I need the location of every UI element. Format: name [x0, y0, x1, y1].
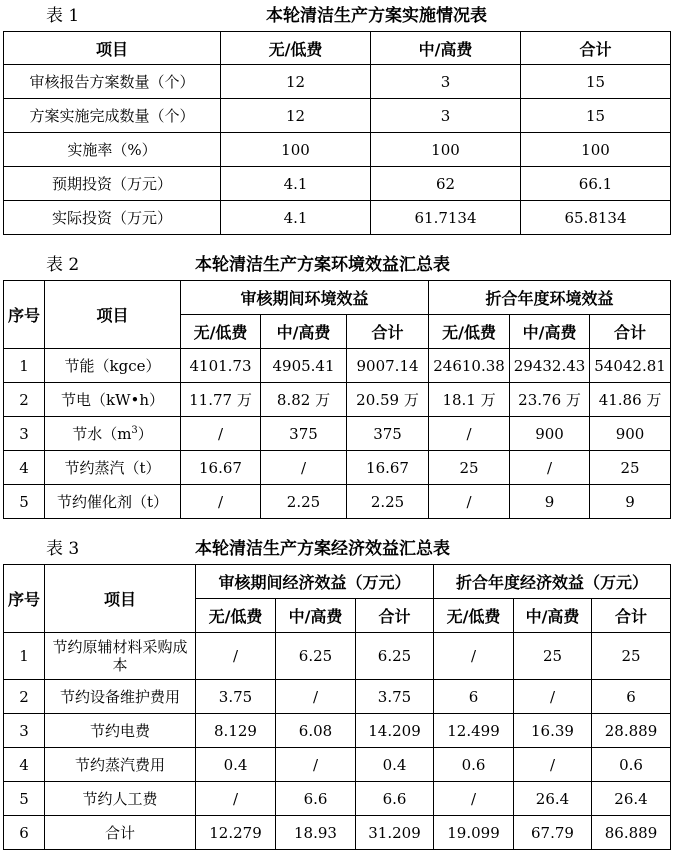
table3-subheader: 中/高费: [276, 599, 356, 633]
table-cell: 0.6: [434, 748, 514, 782]
table-cell: 900: [590, 417, 671, 451]
table-row: [4, 417, 671, 451]
table-cell: 实际投资（万元）: [4, 201, 221, 235]
table-cell: 24610.38: [429, 349, 510, 383]
table1-header-row: [4, 32, 671, 65]
table3-title: 本轮清洁生产方案经济效益汇总表: [195, 539, 450, 559]
table-cell: 62: [371, 167, 521, 201]
table3-header-annual: 折合年度经济效益（万元）: [434, 565, 671, 599]
table-cell: 28.889: [592, 714, 671, 748]
table-cell: 3: [371, 65, 521, 99]
table-cell: 16.67: [347, 451, 429, 485]
table-cell: 18.1 万: [429, 383, 510, 417]
table-cell: /: [261, 451, 347, 485]
table-cell: 12.499: [434, 714, 514, 748]
table-cell: 1: [4, 633, 45, 680]
table-cell: 4: [4, 748, 45, 782]
table-row: [4, 816, 671, 850]
table-cell: 15: [521, 65, 671, 99]
table2-header-seq: 序号: [4, 281, 45, 349]
table-cell: 25: [590, 451, 671, 485]
table-cell: 3: [4, 417, 45, 451]
table-row: [4, 782, 671, 816]
table-cell: 25: [514, 633, 592, 680]
table-cell: /: [429, 417, 510, 451]
table2-number: 表 2: [46, 255, 80, 275]
table3-subheader: 无/低费: [434, 599, 514, 633]
table-row: [4, 65, 671, 99]
table2-header-item: 项目: [45, 281, 181, 349]
table2-subheader: 合计: [590, 315, 671, 349]
table-row: [4, 201, 671, 235]
table2-header-annual: 折合年度环境效益: [429, 281, 671, 315]
table-cell: 900: [510, 417, 590, 451]
table-cell: 14.209: [356, 714, 434, 748]
table-cell: 3.75: [356, 680, 434, 714]
table3-header-item: 项目: [45, 565, 196, 633]
table-cell: 23.76 万: [510, 383, 590, 417]
table1: [3, 31, 671, 235]
table-row: [4, 383, 671, 417]
table-cell: 节能（kgce）: [45, 349, 181, 383]
table-cell: /: [514, 748, 592, 782]
table-cell: 16.67: [181, 451, 261, 485]
table-cell: 2: [4, 680, 45, 714]
table2: [3, 280, 671, 519]
table-cell: 方案实施完成数量（个）: [4, 99, 221, 133]
table-cell: 6.6: [276, 782, 356, 816]
table-row: [4, 451, 671, 485]
table-cell: 节约蒸汽费用: [45, 748, 196, 782]
table-cell: 节约催化剂（t）: [45, 485, 181, 519]
table3-header-row: [4, 565, 671, 599]
table-cell: 5: [4, 485, 45, 519]
table3-subheader: 无/低费: [196, 599, 276, 633]
table-cell: 6.25: [276, 633, 356, 680]
table-cell: 12: [221, 65, 371, 99]
table-cell: 6: [4, 816, 45, 850]
table-row: [4, 167, 671, 201]
table-cell: 节约设备维护费用: [45, 680, 196, 714]
table3-subheader: 中/高费: [514, 599, 592, 633]
table-cell: 0.4: [196, 748, 276, 782]
table2-title: 本轮清洁生产方案环境效益汇总表: [195, 255, 450, 275]
table-cell: 100: [371, 133, 521, 167]
table-row: [4, 349, 671, 383]
table-row: [4, 633, 671, 680]
table-row: [4, 99, 671, 133]
table-cell: 5: [4, 782, 45, 816]
table-cell: /: [429, 485, 510, 519]
water-label-tail: ）: [137, 425, 153, 443]
water-unit-superscript: 3: [131, 425, 138, 436]
table-cell: 16.39: [514, 714, 592, 748]
table-cell: 4905.41: [261, 349, 347, 383]
table-cell: 54042.81: [590, 349, 671, 383]
table-cell: 15: [521, 99, 671, 133]
table-cell: 86.889: [592, 816, 671, 850]
table2-header-audit-period: 审核期间环境效益: [181, 281, 429, 315]
table-cell: 29432.43: [510, 349, 590, 383]
table-cell: 0.4: [356, 748, 434, 782]
table-cell: 25: [592, 633, 671, 680]
table-row: [4, 133, 671, 167]
table-cell: /: [196, 782, 276, 816]
table-cell: 61.7134: [371, 201, 521, 235]
table-cell: 100: [221, 133, 371, 167]
table-cell: 预期投资（万元）: [4, 167, 221, 201]
table-cell: 25: [429, 451, 510, 485]
table-cell: 合计: [45, 816, 196, 850]
table-cell: 实施率（%）: [4, 133, 221, 167]
table-cell: /: [434, 782, 514, 816]
table-cell: 66.1: [521, 167, 671, 201]
table-cell: 26.4: [592, 782, 671, 816]
table-cell: 9: [510, 485, 590, 519]
table-cell: /: [510, 451, 590, 485]
table-cell: 41.86 万: [590, 383, 671, 417]
table2-subheader: 中/高费: [510, 315, 590, 349]
table-cell: 8.129: [196, 714, 276, 748]
table-cell: 2.25: [261, 485, 347, 519]
table-cell: 1: [4, 349, 45, 383]
table-cell: 12.279: [196, 816, 276, 850]
table2-subheader: 中/高费: [261, 315, 347, 349]
table-cell: 65.8134: [521, 201, 671, 235]
table-cell: 9007.14: [347, 349, 429, 383]
water-label: 节水（m: [72, 425, 132, 443]
table1-header-low: 无/低费: [221, 32, 371, 65]
table-cell: /: [514, 680, 592, 714]
table-cell: 18.93: [276, 816, 356, 850]
table-cell: 31.209: [356, 816, 434, 850]
table-cell: 6.25: [356, 633, 434, 680]
table1-header-item: 项目: [4, 32, 221, 65]
table-cell: /: [276, 748, 356, 782]
table3-subheader: 合计: [356, 599, 434, 633]
table-cell: 节电（kW•h）: [45, 383, 181, 417]
table-cell: 20.59 万: [347, 383, 429, 417]
table-cell: 3.75: [196, 680, 276, 714]
table-cell-water: [45, 417, 181, 451]
table-cell: 3: [4, 714, 45, 748]
table-cell: 节约蒸汽（t）: [45, 451, 181, 485]
table-cell: /: [196, 633, 276, 680]
table-cell: 节约人工费: [45, 782, 196, 816]
table-cell: 0.6: [592, 748, 671, 782]
table2-header-row: [4, 281, 671, 315]
table2-subheader: 无/低费: [429, 315, 510, 349]
table-row: [4, 485, 671, 519]
table-cell: /: [276, 680, 356, 714]
table-cell: 6: [434, 680, 514, 714]
table3-number: 表 3: [46, 539, 80, 559]
table-cell: 67.79: [514, 816, 592, 850]
table3-subheader: 合计: [592, 599, 671, 633]
table-cell: 3: [371, 99, 521, 133]
table1-header-high: 中/高费: [371, 32, 521, 65]
table-cell: 8.82 万: [261, 383, 347, 417]
table2-subheader: 合计: [347, 315, 429, 349]
table-cell: 6.08: [276, 714, 356, 748]
table-cell: 4.1: [221, 201, 371, 235]
table-cell: 审核报告方案数量（个）: [4, 65, 221, 99]
table-cell: /: [181, 485, 261, 519]
table-cell: 2.25: [347, 485, 429, 519]
table-cell: 4101.73: [181, 349, 261, 383]
table-cell: 9: [590, 485, 671, 519]
table-cell: 节约原辅材料采购成本: [45, 633, 196, 680]
table1-number: 表 1: [46, 6, 80, 26]
table-cell: 4.1: [221, 167, 371, 201]
table-row: [4, 714, 671, 748]
table-cell: 375: [261, 417, 347, 451]
table-cell: 12: [221, 99, 371, 133]
table-cell: 6.6: [356, 782, 434, 816]
table1-title: 本轮清洁生产方案实施情况表: [266, 6, 487, 26]
table2-subheader: 无/低费: [181, 315, 261, 349]
table-cell: /: [434, 633, 514, 680]
table-row: [4, 748, 671, 782]
table-cell: 节约电费: [45, 714, 196, 748]
table-cell: 19.099: [434, 816, 514, 850]
table-cell: 2: [4, 383, 45, 417]
table3-header-seq: 序号: [4, 565, 45, 633]
table-cell: /: [181, 417, 261, 451]
table-row: [4, 680, 671, 714]
table-cell: 26.4: [514, 782, 592, 816]
table-cell: 100: [521, 133, 671, 167]
table1-header-total: 合计: [521, 32, 671, 65]
table3-header-audit-period: 审核期间经济效益（万元）: [196, 565, 434, 599]
table-cell: 4: [4, 451, 45, 485]
table-cell: 375: [347, 417, 429, 451]
table-cell: 6: [592, 680, 671, 714]
table3: [3, 564, 671, 850]
table-cell: 11.77 万: [181, 383, 261, 417]
